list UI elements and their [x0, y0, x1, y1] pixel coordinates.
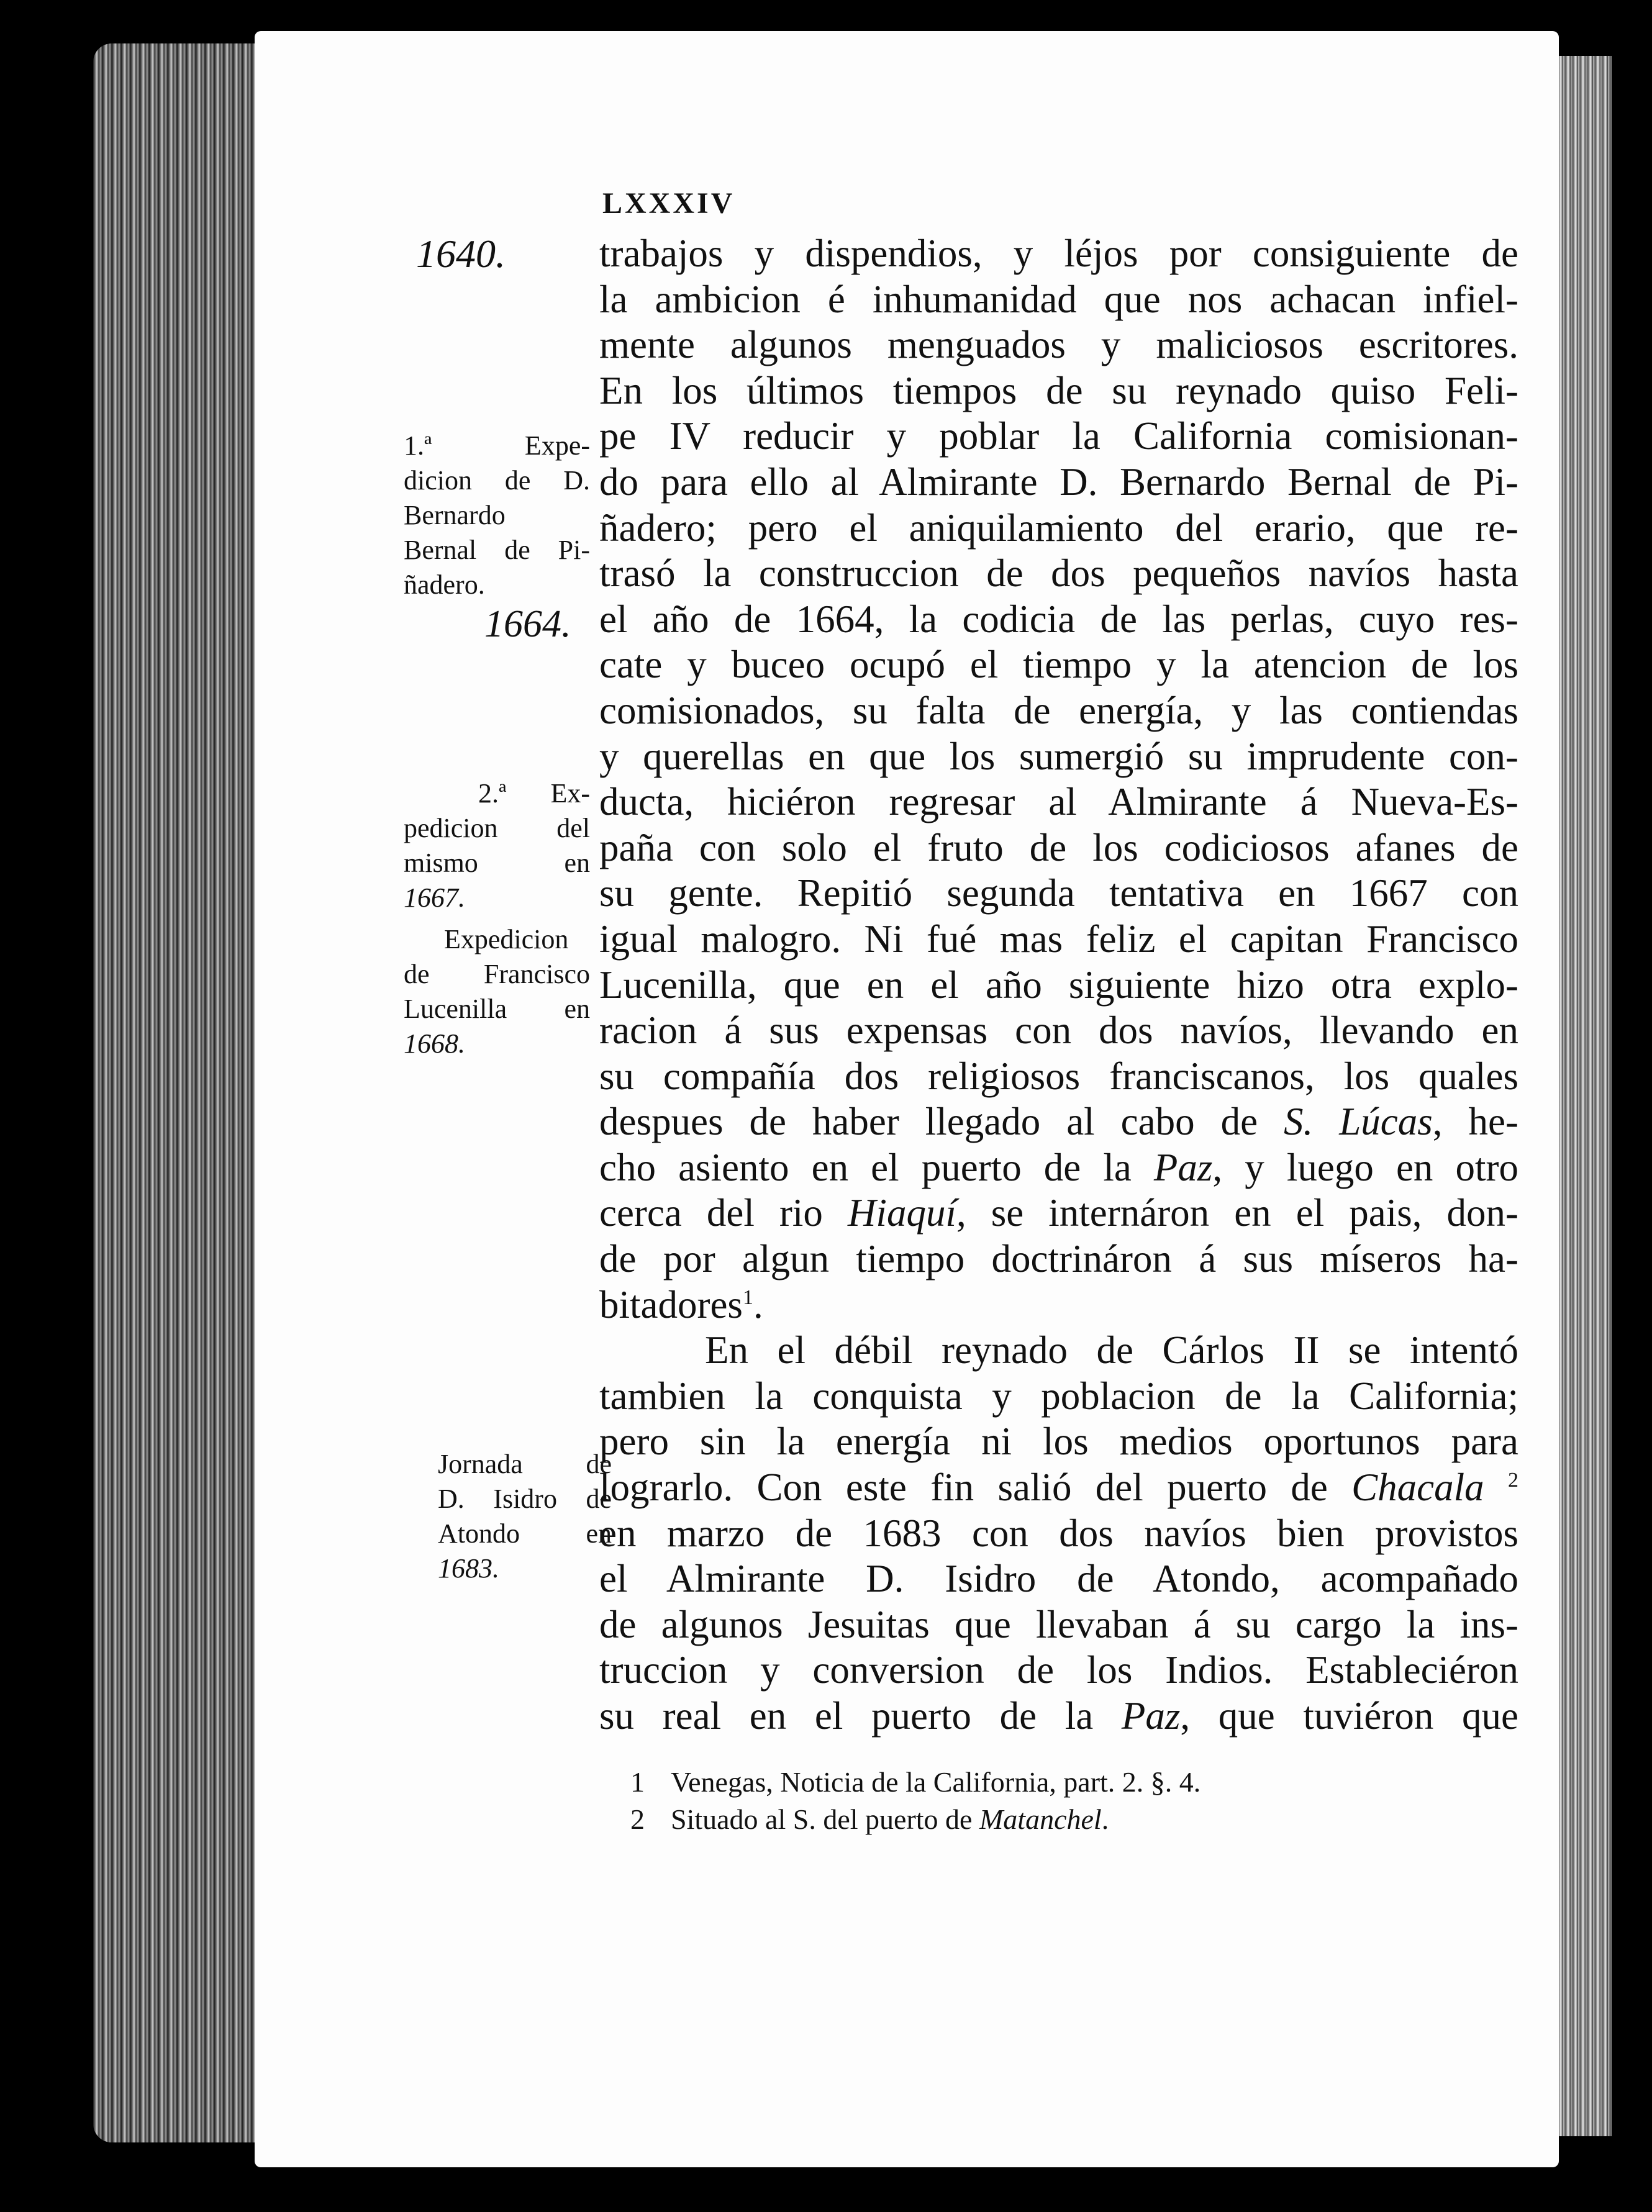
text-segment: su real en el puerto de la [599, 1694, 1122, 1738]
text-segment: despues de haber llegado al cabo de [599, 1100, 1284, 1144]
text-line: pero sin la energía ni los medios oportunos para [599, 1420, 1518, 1464]
place-name-italic: Paz [1153, 1145, 1213, 1189]
place-name-italic: S. Lúcas [1284, 1100, 1433, 1144]
text-line: racion á sus expensas con dos navíos, llevando en [599, 1009, 1518, 1053]
right-page-edge [1556, 56, 1612, 2136]
margin-line: Bernal de Pi- [404, 535, 590, 565]
margin-line: pedicion del [404, 813, 590, 843]
text-segment: , que tuviéron que [1180, 1694, 1518, 1738]
text-line [599, 1190, 1518, 1236]
footnote-text: Venegas, Noticia de la California, part. 2. §. 4. [671, 1766, 1201, 1798]
text-line [599, 1465, 1518, 1511]
footnote-number: 2 [630, 1803, 645, 1835]
footnote-text: Situado al S. del puerto de [671, 1803, 979, 1835]
text-line: trasó la construccion de dos pequeños navíos hasta [599, 551, 1518, 596]
text-line: de por algun tiempo doctrináron á sus míseros ha- [599, 1237, 1518, 1281]
text-line: en marzo de 1683 con dos navíos bien provistos [599, 1511, 1518, 1555]
margin-line: Expedicion [444, 924, 569, 954]
text-line [599, 1145, 1518, 1191]
margin-line: de Francisco [404, 959, 590, 989]
text-line: comisionados, su falta de energía, y las contiendas [599, 688, 1518, 732]
footnotes [630, 1764, 1478, 1838]
text-segment: , se internáron en el pais, don- [956, 1191, 1519, 1235]
footnote-number: 1 [630, 1766, 645, 1798]
main-text [599, 231, 1518, 1739]
margin-line: Bernardo [404, 500, 506, 530]
margin-line: mismo en [404, 848, 590, 878]
text-line: do para ello al Almirante D. Bernardo Bernal de Pi- [599, 460, 1518, 504]
text-line: ducta, hiciéron regresar al Almirante á Nueva-Es- [599, 780, 1518, 824]
margin-note-lucenilla [404, 922, 590, 1061]
footnote-italic: Matanchel [979, 1803, 1102, 1835]
place-name-italic: Paz [1121, 1694, 1181, 1738]
margin-line: 2.ª Ex- [478, 778, 590, 809]
text-line: igual malogro. Ni fué mas feliz el capitan Francisco [599, 917, 1518, 961]
margin-note-expedition-1 [404, 428, 590, 602]
margin-line: 1.ª Expe- [404, 430, 590, 461]
text-line: su gente. Repitió segunda tentativa en 1667 con [599, 871, 1518, 915]
page-number-header: LXXXIV [602, 187, 735, 220]
text-line [599, 1693, 1518, 1739]
text-line: En los últimos tiempos de su reynado quiso Feli- [599, 368, 1518, 412]
text-line: de algunos Jesuitas que llevaban á su cargo la ins- [599, 1602, 1518, 1646]
footnote-2 [630, 1801, 1478, 1838]
text-line: cate y buceo ocupó el tiempo y la atencion de los [599, 643, 1518, 687]
text-segment: cho asiento en el puerto de la [599, 1145, 1154, 1189]
text-segment: , y luego en otro [1212, 1145, 1518, 1189]
margin-line: ñadero. [404, 569, 485, 600]
text-line: y querellas en que los sumergió su imprudente con- [599, 734, 1518, 778]
margin-note-atondo [438, 1447, 612, 1586]
text-line: pe IV reducir y poblar la California comisionan- [599, 414, 1518, 458]
text-line: su compañía dos religiosos franciscanos, los quales [599, 1054, 1518, 1098]
footnote-1 [630, 1764, 1478, 1801]
footnote-ref: 1 [742, 1285, 753, 1309]
margin-line: dicion de D. [404, 465, 590, 496]
text-line: Lucenilla, que en el año siguiente hizo otra explo- [599, 963, 1518, 1007]
margin-line: Atondo en [438, 1518, 612, 1549]
footnote-text-end: . [1101, 1803, 1109, 1835]
text-line: tambien la conquista y poblacion de la California; [599, 1374, 1518, 1418]
text-line: trabajos y dispendios, y léjos por consiguiente de [599, 232, 1518, 275]
text-segment: bitadores [599, 1282, 743, 1326]
margin-line: Jornada de [438, 1449, 612, 1479]
text-line: En el débil reynado de Cárlos II se intentó [705, 1328, 1518, 1372]
margin-note-expedition-2 [404, 776, 590, 915]
margin-line: D. Isidro de [438, 1484, 612, 1514]
footnote-ref: 2 [1508, 1469, 1518, 1492]
text-segment: cerca del rio [599, 1191, 848, 1235]
margin-line: 1683. [438, 1553, 499, 1584]
text-line: paña con solo el fruto de los codiciosos afanes de [599, 825, 1518, 869]
text-segment: , he- [1432, 1100, 1518, 1144]
text-line [599, 1099, 1518, 1145]
text-line: mente algunos menguados y maliciosos escritores. [599, 323, 1518, 367]
text-line: la ambicion é inhumanidad que nos achacan infiel- [599, 277, 1518, 321]
text-line [599, 1282, 1518, 1328]
text-line: el año de 1664, la codicia de las perlas, cuyo res- [599, 597, 1518, 641]
text-segment: . [753, 1282, 763, 1326]
margin-year-1664: 1664. [484, 603, 571, 645]
margin-line: 1668. [404, 1028, 465, 1059]
place-name-italic: Chacala [1351, 1466, 1484, 1510]
text-segment: lograrlo. Con este fin salió del puerto de [599, 1466, 1352, 1510]
place-name-italic: Hiaquí [847, 1191, 956, 1235]
margin-year-1640: 1640. [416, 232, 506, 276]
margin-line: 1667. [404, 882, 465, 913]
page-edges [93, 43, 273, 2142]
text-line: el Almirante D. Isidro de Atondo, acompañado [599, 1557, 1518, 1601]
text-line: truccion y conversion de los Indios. Estableciéron [599, 1648, 1518, 1692]
margin-line: Lucenilla en [404, 994, 590, 1024]
text-line: ñadero; pero el aniquilamiento del erario, que re- [599, 505, 1518, 550]
